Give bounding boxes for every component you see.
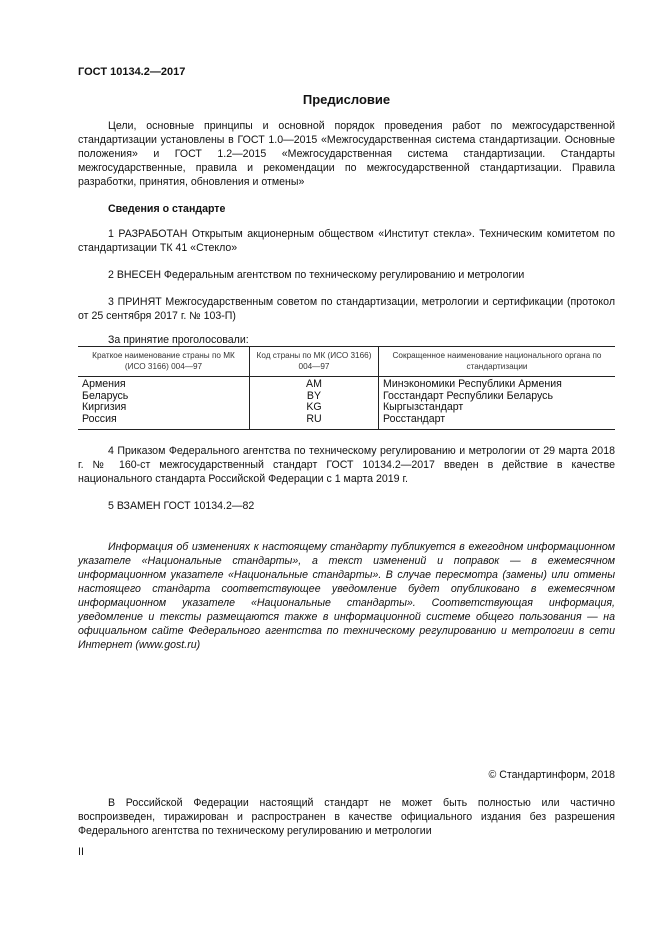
- intro-paragraph: Цели, основные принципы и основной порядок проведения работ по межгосударственной стандартизации установлены в ГОСТ 1.0—2015 «Межгосударственная система стандартизации. Основные положения» и ГОСТ 1.2—2015 «Межгосударственная система стандартизации. Стандарты межгосударственные, правила и рекомендации по межгосударственной стандартизации. Правила разработки, принятия, обновления и отмены»: [78, 120, 615, 188]
- page-title: Предисловие: [302, 92, 391, 107]
- standards-body: Росстандарт: [379, 414, 616, 430]
- standards-body: Кыргызстандарт: [379, 402, 616, 414]
- item-developed: 1 РАЗРАБОТАН Открытым акционерным обществом «Институт стекла». Техническим комитетом по стандартизации ТК 41 «Стекло»: [78, 228, 615, 254]
- country-code: RU: [250, 414, 379, 430]
- country-name: Россия: [78, 414, 250, 430]
- reproduction-notice: В Российской Федерации настоящий стандарт не может быть полностью или частично воспроизведен, тиражирован и распространен в качестве официального издания без разрешения Федерального агентства по техническому регулированию и метрологии: [78, 797, 615, 837]
- table-row: [78, 391, 615, 403]
- country-code: BY: [250, 391, 379, 403]
- country-name: Беларусь: [82, 389, 129, 402]
- standards-body: Госстандарт Республики Беларусь: [379, 391, 616, 403]
- country-code: AM: [250, 377, 379, 391]
- standard-code: ГОСТ 10134.2—2017: [78, 66, 186, 78]
- header-country-code: Код страны по МК (ИСО 3166) 004—97: [250, 347, 379, 377]
- table-row: [78, 402, 615, 414]
- item-replaces: 5 ВЗАМЕН ГОСТ 10134.2—82: [108, 500, 255, 512]
- page-number: II: [78, 846, 84, 858]
- item-submitted: 2 ВНЕСЕН Федеральным агентством по техническому регулированию и метрологии: [108, 269, 525, 281]
- voting-table: [78, 346, 615, 430]
- voting-label: За принятие проголосовали:: [108, 334, 249, 346]
- table-header-row: [78, 347, 615, 377]
- table-row: [78, 377, 615, 391]
- info-heading: Сведения о стандарте: [108, 203, 226, 215]
- table-row: [78, 414, 615, 430]
- amendments-info: Информация об изменениях к настоящему стандарту публикуется в ежегодном информационном указателе «Национальные стандарты», а текст изменений и поправок — в ежемесячном информационном указателе «Национальные стандарты». В случае пересмотра (замены) или отмены настоящего стандарта соответствующее уведомление будет опубликовано в ежемесячном информационном указателе «Национальные стандарты». Соответствующая информация, уведомление и тексты размещаются также в информационной системе общего пользования — на официальном сайте Федерального агентства по техническому регулированию и метрологии в сети Интернет (www.gost.ru): [78, 541, 615, 651]
- country-name: Киргизия: [82, 401, 127, 413]
- country-name: Армения: [82, 378, 126, 390]
- header-standards-body: Сокращенное наименование национального органа по стандартизации: [379, 347, 616, 377]
- header-country-name: Краткое наименование страны по МК (ИСО 3166) 004—97: [78, 347, 250, 377]
- copyright: © Стандартинформ, 2018: [488, 769, 615, 781]
- standards-body: Минэкономики Республики Армения: [379, 377, 616, 391]
- item-adopted: 3 ПРИНЯТ Межгосударственным советом по стандартизации, метрологии и сертификации (протокол от 25 сентября 2017 г. № 103-П): [78, 296, 615, 322]
- country-code: KG: [250, 402, 379, 414]
- item-enacted: 4 Приказом Федерального агентства по техническому регулированию и метрологии от 29 марта 2018 г. № 160-ст межгосударственный стандарт ГОСТ 10134.2—2017 введен в действие в качестве национального стандарта Российской Федерации с 1 марта 2019 г.: [78, 445, 615, 485]
